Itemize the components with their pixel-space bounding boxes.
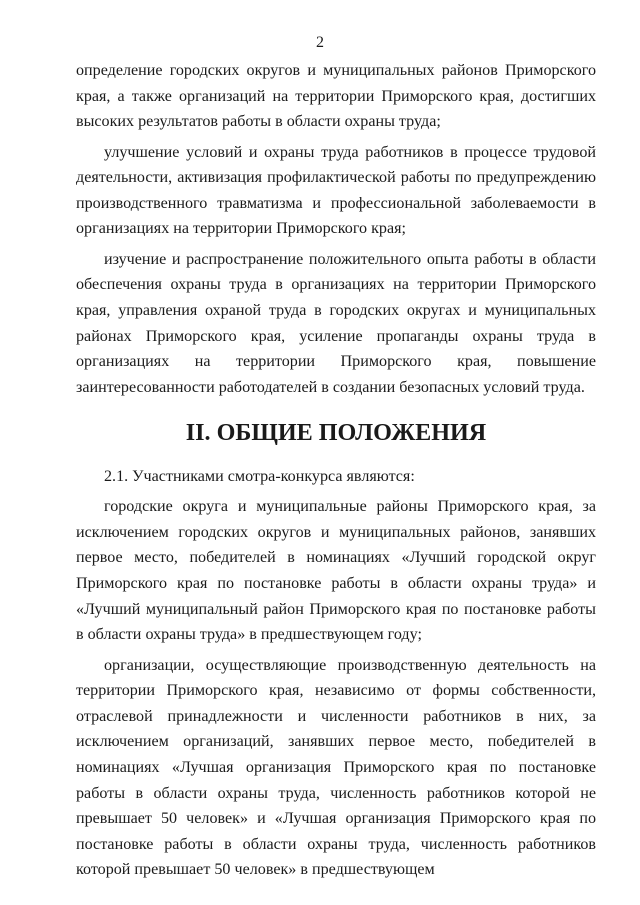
paragraph-participants-districts: городские округа и муниципальные районы Приморского края, за исключением городских округов и муниципальных районов, занявших первое место, победителей в номинациях «Лучший городской округ Приморского края по постановке работы в области охраны труда» и «Лучший муниципальный район Приморского края по постановке работы в области охраны труда» в предшествующем году; xyxy=(76,498,596,644)
document-body xyxy=(76,58,596,888)
paragraph-positive-experience: изучение и распространение положительного опыта работы в области обеспечения охраны труда в организациях на территории Приморского края, управления охраной труда в городских округах и муниципальных районах Приморского края, усиление пропаганды охраны труда в организациях на территории Приморского края, повышение заинтересованности работодателей в создании безопасных условий труда. xyxy=(76,250,596,396)
section-heading: II. ОБЩИЕ ПОЛОЖЕНИЯ xyxy=(185,419,487,447)
paragraph-nomination-definition: определение городских округов и муниципальных районов Приморского края, а также организаций на территории Приморского края, достигших высоких результатов работы в области охраны труда; xyxy=(76,62,596,131)
page-number: 2 xyxy=(316,34,324,51)
paragraph-participants-intro: 2.1. Участниками смотра-конкурса являются: xyxy=(104,467,415,485)
paragraph-labor-conditions: улучшение условий и охраны труда работников в процессе трудовой деятельности, активизация профилактической работы по предупреждению производственного травматизма и профессиональной заболеваемости в организациях на территории Приморского края; xyxy=(76,143,596,238)
paragraph-participants-organizations: организации, осуществляющие производственную деятельность на территории Приморского края, независимо от формы собственности, отраслевой принадлежности и численности работников в них, за исключением организаций, занявших первое место, победителей в номинациях «Лучшая организация Приморского края по постановке работы в области охраны труда, численность работников которой не превышает 50 человек» и «Лучшая организация Приморского края по постановке работы в области охраны труда, численность работников которой превышает 50 человек» в предшествующем xyxy=(76,656,596,879)
